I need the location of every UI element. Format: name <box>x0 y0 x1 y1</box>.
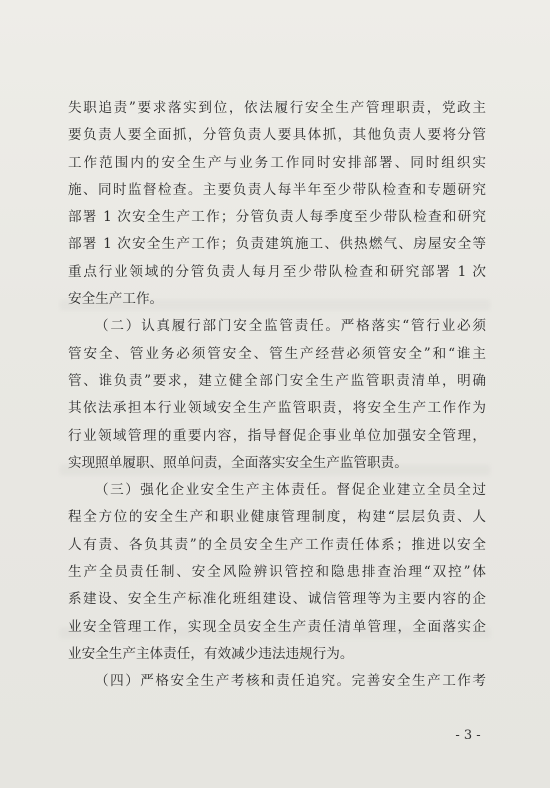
section-heading-line: （四）严格安全生产考核和责任追究。完善安全生产工作考 <box>95 673 486 690</box>
body-text <box>68 95 486 696</box>
text-line: 行业领域管理的重要内容，指导督促企事业单位加强安全管理， <box>68 427 486 444</box>
text-line: 生产全员责任制、安全风险辨识管控和隐患排查治理“双控”体 <box>68 564 486 581</box>
text-line: 程全方位的安全生产和职业健康管理制度，构建“层层负责、人 <box>68 509 486 526</box>
text-line: 系建设、安全生产标准化班组建设、诚信管理等为主要内容的企 <box>68 591 486 608</box>
page-number: - 3 - <box>455 728 481 743</box>
text-line: 业安全生产主体责任，有效减少违法违规行为。 <box>68 645 354 662</box>
section-heading-line: （三）强化企业安全生产主体责任。督促企业建立全员全过 <box>95 482 486 499</box>
text-line: 失职追责”要求落实到位，依法履行安全生产管理职责，党政主 <box>68 100 486 116</box>
text-line: 部署 1 次安全生产工作；负责建筑施工、供热燃气、房屋安全等 <box>68 236 486 253</box>
text-line: 业安全管理工作，实现全员安全生产责任清单管理，全面落实企 <box>68 618 486 635</box>
text-line: 重点行业领域的分管负责人每月至少带队检查和研究部署 1 次 <box>68 263 486 280</box>
text-line: 工作范围内的安全生产与业务工作同时安排部署、同时组织实 <box>68 154 486 171</box>
text-line: 实现照单履职、照单问责，全面落实安全生产监管职责。 <box>68 454 408 471</box>
text-line: 管、谁负责”要求，建立健全部门安全生产监管职责清单，明确 <box>68 372 486 389</box>
text-line: 安全生产工作。 <box>68 291 164 308</box>
text-line: 人有责、各负其责”的全员安全生产工作责任体系；推进以安全 <box>68 536 486 553</box>
text-line: 管安全、管业务必须管安全、管生产经营必须管安全”和“谁主 <box>68 345 486 362</box>
text-line: 施、同时监督检查。主要负责人每半年至少带队检查和专题研究 <box>68 181 486 198</box>
section-heading-line: （二）认真履行部门安全监管责任。严格落实“管行业必须 <box>95 318 486 335</box>
text-line: 要负责人要全面抓，分管负责人要具体抓，其他负责人要将分管 <box>68 127 486 144</box>
text-line: 其依法承担本行业领域安全生产监管职责，将安全生产工作作为 <box>68 400 486 417</box>
text-line: 部署 1 次安全生产工作；分管负责人每季度至少带队检查和研究 <box>68 209 486 226</box>
